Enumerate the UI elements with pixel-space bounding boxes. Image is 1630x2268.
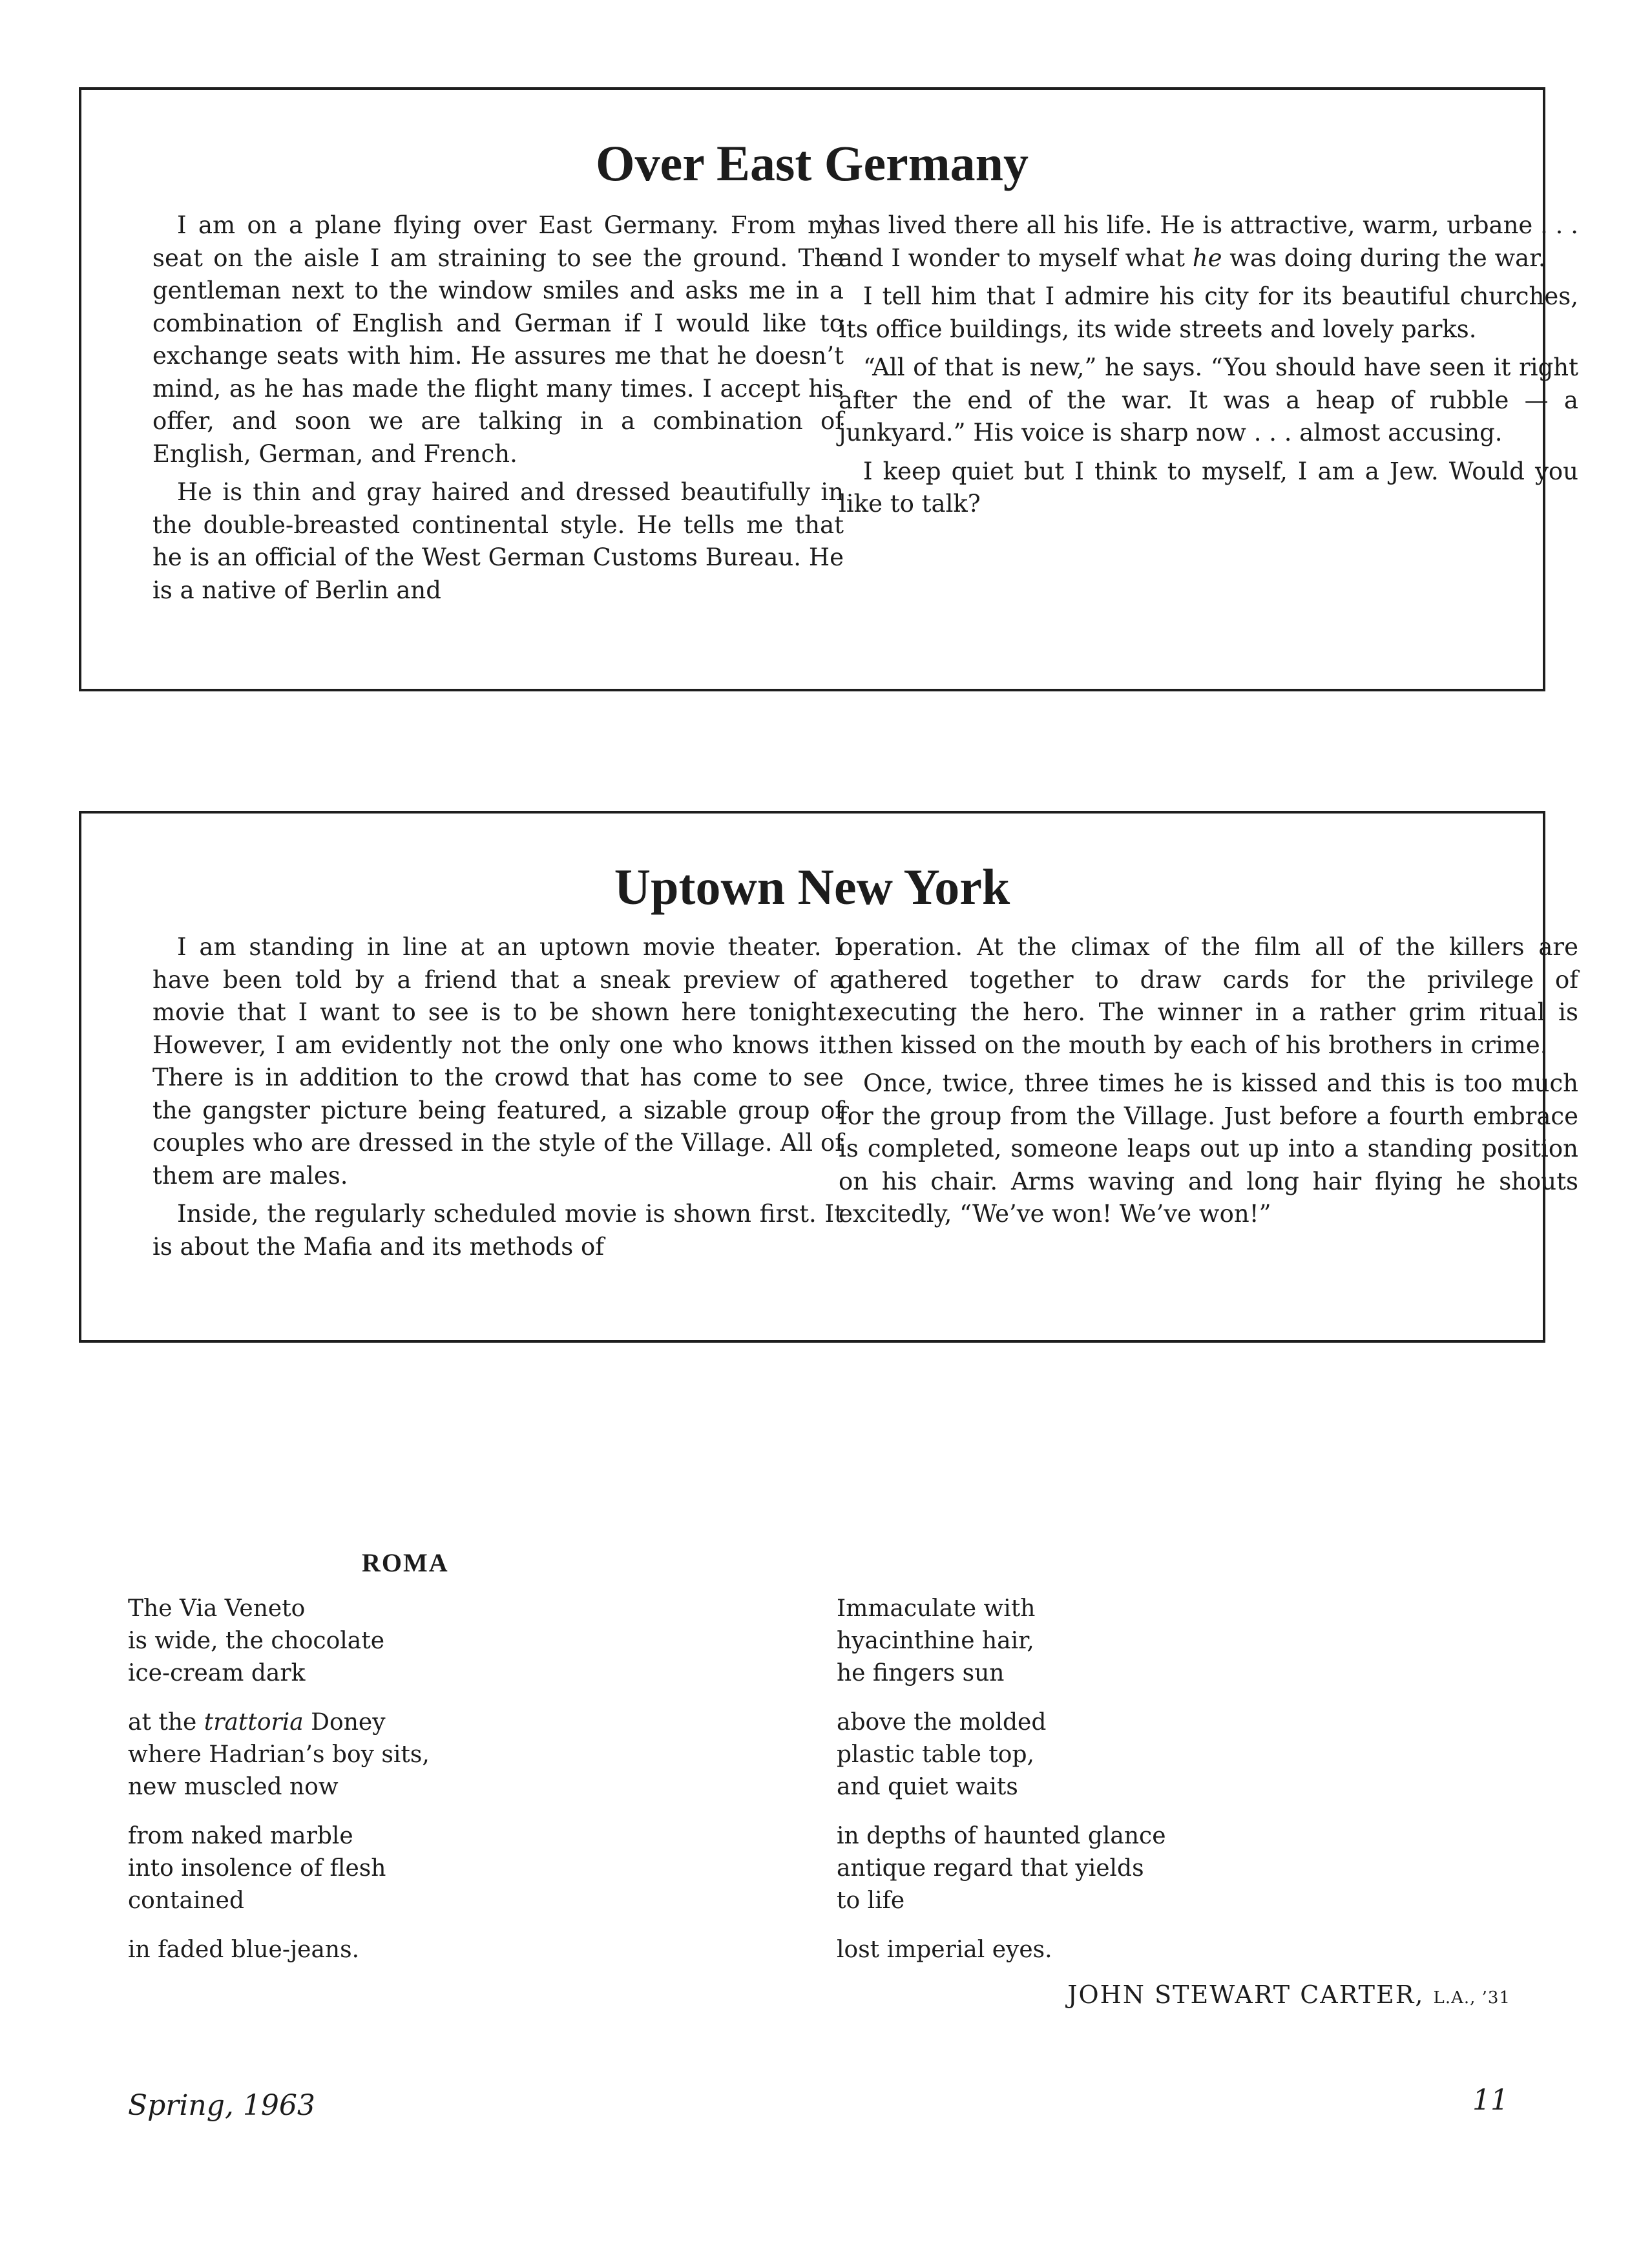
poem-line: Immaculate with [837, 1595, 1036, 1622]
poem-line: in depths of haunted glance [837, 1823, 1166, 1849]
author-class-year: L.A., ’31 [1433, 1988, 1510, 2008]
poem-line: in faded blue-jeans. [128, 1937, 360, 1963]
paragraph: I tell him that I admire his city for its beautiful churches, its office buildings, its wide streets and lovely parks. [839, 282, 1578, 343]
stanza [128, 1820, 709, 1917]
poem-left-column [128, 1593, 709, 1983]
poem-line: contained [128, 1887, 244, 1914]
poem-line: and quiet waits [837, 1774, 1018, 1800]
article-over-east-germany [79, 87, 1578, 691]
paragraph: I am standing in line at an uptown movie theater. I have been told by a friend that a sneak preview of a movie that I want to see is to be shown here tonight. However, I am evidently not the only one who knows it. There is in addition to the crowd that has come to see the gangster picture being featured, a sizable group of couples who are dressed in the style of the Village. All of them are males. [152, 933, 844, 1190]
poem-line: from naked marble [128, 1823, 353, 1849]
paragraph: I am on a plane flying over East Germany. From my seat on the aisle I am straining to see the ground. The gentleman next to the window smiles and asks me in a combination of English and German if I would like to exchange seats with him. He assures me that he doesn’t mind, as he has made the flight many times. I accept his offer, and soon we are talking in a combination of English, German, and French. [152, 211, 844, 468]
paragraph: “All of that is new,” he says. “You should have seen it right after the end of the war. It was a heap of rubble — a junkyard.” His voice is sharp now . . . almost accusing. [839, 353, 1578, 446]
poem-author: JOHN STEWART CARTER, L.A., ’31 [1067, 1980, 1510, 2009]
poem-line: above the molded [837, 1709, 1047, 1736]
poem-line: hyacinthine hair, [837, 1628, 1034, 1654]
article-left-column [152, 209, 844, 613]
article-right-column [839, 209, 1578, 527]
poem-line: antique regard that yields [837, 1855, 1144, 1882]
stanza [837, 1820, 1418, 1917]
article-left-column [152, 931, 844, 1269]
poem-line: where Hadrian’s boy sits, [128, 1741, 430, 1768]
paragraph: has lived there all his life. He is attractive, warm, urbane . . . and I wonder to myself what he was doing during the war. [839, 211, 1578, 272]
issue-date: Spring, 1963 [128, 2089, 315, 2122]
stanza [837, 1593, 1418, 1690]
poem-line: is wide, the chocolate [128, 1628, 385, 1654]
page-number: 11 [1472, 2084, 1509, 2117]
stanza [837, 1706, 1418, 1803]
article-uptown-new-york [79, 811, 1578, 1343]
poem-line: new muscled now [128, 1774, 339, 1800]
paragraph: Inside, the regularly scheduled movie is shown first. It is about the Mafia and its methods of [152, 1200, 844, 1261]
poem-right-column [837, 1593, 1418, 1983]
poem-line: he fingers sun [837, 1660, 1005, 1686]
poem-line: ice-cream dark [128, 1660, 306, 1686]
stanza [128, 1706, 709, 1803]
stanza [128, 1593, 709, 1690]
article-title: Over East Germany [595, 135, 1029, 191]
paragraph: He is thin and gray haired and dressed beautifully in the double-breasted continental style. He tells me that he is an official of the West German Customs Bureau. He is a native of Berlin and [152, 478, 844, 604]
stanza [128, 1934, 709, 1966]
article-right-column [839, 931, 1578, 1237]
poem-line: into insolence of flesh [128, 1855, 386, 1882]
poem-line: The Via Veneto [128, 1595, 306, 1622]
paragraph: Once, twice, three times he is kissed and this is too much for the group from the Village. Just before a fourth embrace is completed, someone leaps out up into a standing position on his chair. Arms waving and long hair flying he shouts excitedly, “We’ve won! We’ve won!” [839, 1069, 1578, 1228]
poem-line: at the trattoria Doney [128, 1709, 386, 1736]
paragraph: I keep quiet but I think to myself, I am a Jew. Would you like to talk? [839, 457, 1578, 518]
poem-line: to life [837, 1887, 905, 1914]
poem-line: plastic table top, [837, 1741, 1034, 1768]
paragraph: operation. At the climax of the film all of the killers are gathered together to draw cards for the privilege of executing the hero. The winner in a rather grim ritual is then kissed on the mouth by each of his brothers in crime. [839, 933, 1578, 1059]
stanza [837, 1934, 1418, 1966]
article-title: Uptown New York [614, 859, 1010, 915]
poem-title: ROMA [362, 1548, 449, 1577]
poem-line: lost imperial eyes. [837, 1937, 1052, 1963]
